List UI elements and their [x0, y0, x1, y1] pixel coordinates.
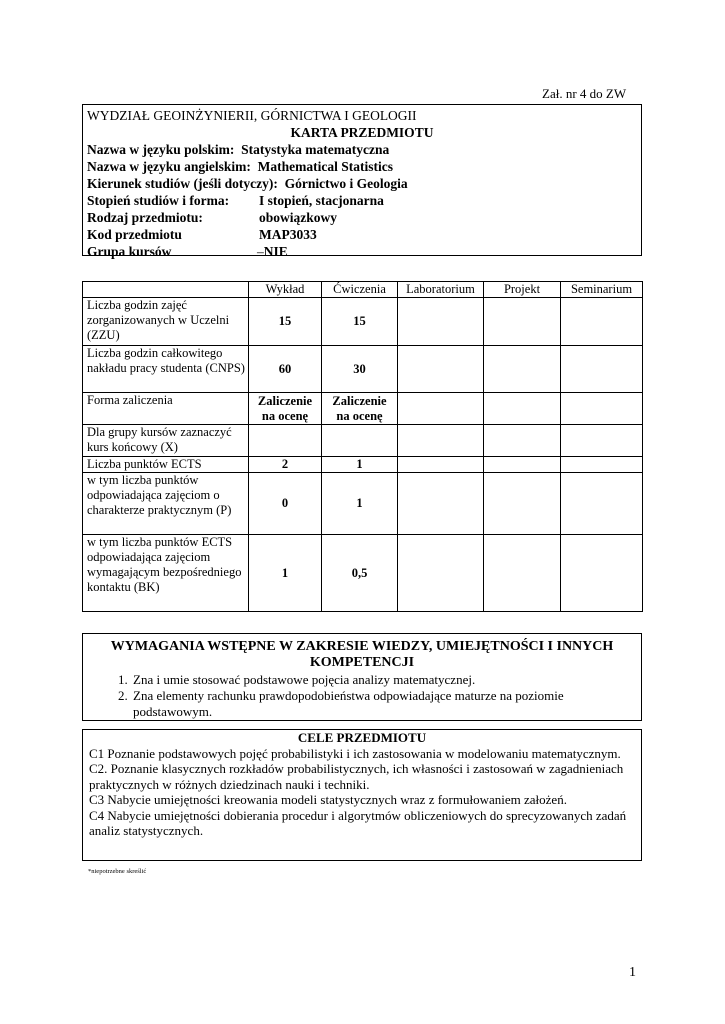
table-cell: 2 — [249, 457, 322, 473]
goal-item: C3 Nabycie umiejętności kreowania modeli statystycznych wraz z formułowaniem założeń. — [89, 792, 567, 807]
table-cell — [484, 457, 561, 473]
column-header: Wykład — [249, 282, 322, 298]
header-row-course-type — [87, 209, 637, 226]
english-name-label: Nazwa w języku angielskim: — [87, 159, 251, 174]
degree-form-value: I stopień, stacjonarna — [259, 193, 384, 208]
row-label: w tym liczba punktów odpowiadająca zajęciom o charakterze praktycznym (P) — [83, 473, 249, 535]
column-header: Ćwiczenia — [322, 282, 398, 298]
table-cell — [484, 393, 561, 425]
table-cell: 1 — [322, 457, 398, 473]
column-header: Projekt — [484, 282, 561, 298]
header-row-degree-form — [87, 192, 637, 209]
row-label: Liczba punktów ECTS — [83, 457, 249, 473]
list-item: 1. Zna i umie stosować podstawowe pojęcia analizy matematycznej. — [131, 672, 641, 688]
requirements-box — [82, 633, 642, 721]
table-cell — [398, 393, 484, 425]
column-header: Seminarium — [561, 282, 643, 298]
faculty-name: WYDZIAŁ GEOINŻYNIERII, GÓRNICTWA I GEOLOGII — [87, 108, 417, 123]
requirements-list — [83, 672, 641, 720]
course-group-prefix: – — [257, 244, 264, 259]
table-cell — [398, 346, 484, 393]
table-cell — [398, 473, 484, 535]
goal-item: C4 Nabycie umiejętności dobierania procedur i algorytmów obliczeniowych do sprecyzowanych zadań analiz statystycznych. — [89, 807, 627, 838]
table-cell: 15 — [249, 298, 322, 346]
course-group-label: Grupa kursów — [87, 244, 172, 259]
table-header-row — [83, 282, 643, 298]
table-cell: 1 — [322, 473, 398, 535]
table-row — [83, 298, 643, 346]
list-item: 2. Zna elementy rachunku prawdopodobieństwa odpowiadające maturze na poziomie podstawowym. — [131, 688, 641, 720]
table-cell — [398, 298, 484, 346]
course-group-value: NIE — [263, 244, 288, 259]
table-cell: 0,5 — [322, 535, 398, 612]
footnote: *niepotrzebne skreślić — [88, 868, 147, 875]
table-cell: 15 — [322, 298, 398, 346]
row-label: Liczba godzin całkowitego nakładu pracy studenta (CNPS) — [83, 346, 249, 393]
table-cell — [561, 535, 643, 612]
table-cell: 0 — [249, 473, 322, 535]
table-cell: 30 — [322, 346, 398, 393]
field-of-study-label: Kierunek studiów (jeśli dotyczy): — [87, 176, 278, 191]
table-cell — [484, 425, 561, 457]
table-row — [83, 425, 643, 457]
header-row-course-group — [87, 243, 637, 260]
header-row-field-of-study — [87, 175, 637, 192]
table-row — [83, 457, 643, 473]
table-cell — [561, 457, 643, 473]
header-row-polish-name — [87, 141, 637, 158]
course-header-box — [82, 104, 642, 259]
table-cell — [484, 346, 561, 393]
card-title: KARTA PRZEDMIOTU — [290, 125, 434, 140]
table-row — [83, 393, 643, 425]
table-cell — [561, 425, 643, 457]
goals-box — [82, 729, 642, 861]
table-cell: Zaliczenie na ocenę — [322, 393, 398, 425]
table-cell — [249, 425, 322, 457]
goals-title: CELE PRZEDMIOTU — [297, 730, 427, 745]
table-row — [83, 346, 643, 393]
table-cell — [398, 425, 484, 457]
course-type-label: Rodzaj przedmiotu: — [87, 210, 203, 225]
table-cell — [484, 535, 561, 612]
table-corner-cell — [83, 282, 249, 298]
table-cell — [561, 393, 643, 425]
table-cell — [484, 298, 561, 346]
table-row — [83, 535, 643, 612]
annex-label: Zał. nr 4 do ZW — [542, 86, 627, 101]
field-of-study-value: Górnictwo i Geologia — [284, 176, 408, 191]
header-row-english-name — [87, 158, 637, 175]
table-cell — [561, 298, 643, 346]
degree-form-label: Stopień studiów i forma: — [87, 193, 230, 208]
row-label: Forma zaliczenia — [83, 393, 249, 425]
table-cell: Zaliczenie na ocenę — [249, 393, 322, 425]
course-type-value: obowiązkowy — [259, 210, 338, 225]
table-row — [83, 473, 643, 535]
column-header: Laboratorium — [398, 282, 484, 298]
polish-name-value: Statystyka matematyczna — [241, 142, 390, 157]
row-label: w tym liczba punktów ECTS odpowiadająca zajęciom wymagającym bezpośredniego kontaktu (BK) — [83, 535, 249, 612]
page-number: 1 — [629, 965, 636, 980]
row-label: Dla grupy kursów zaznaczyć kurs końcowy (X) — [83, 425, 249, 457]
goal-item: C1 Poznanie podstawowych pojęć probabilistyki i ich zastosowania w modelowaniu matematycznym. — [89, 745, 621, 761]
table-cell — [322, 425, 398, 457]
table-cell: 60 — [249, 346, 322, 393]
requirements-title: WYMAGANIA WSTĘPNE W ZAKRESIE WIEDZY, UMIEJĘTNOŚCI I INNYCH KOMPETENCJI — [110, 639, 614, 670]
goal-item: C2. Poznanie klasycznych rozkładów probabilistycznych, ich własności i zastosowań w zagadnieniach praktycznych w różnych dziedzinach nauki i techniki. — [89, 761, 624, 792]
table-cell — [561, 346, 643, 393]
table-cell — [398, 535, 484, 612]
course-code-value: MAP3033 — [259, 227, 317, 242]
english-name-value: Mathematical Statistics — [257, 159, 393, 174]
hours-table — [82, 281, 643, 612]
table-cell — [484, 473, 561, 535]
table-cell — [398, 457, 484, 473]
course-code-label: Kod przedmiotu — [87, 227, 182, 242]
table-cell: 1 — [249, 535, 322, 612]
header-row-course-code — [87, 226, 637, 243]
table-cell — [561, 473, 643, 535]
polish-name-label: Nazwa w języku polskim: — [87, 142, 235, 157]
row-label: Liczba godzin zajęć zorganizowanych w Uczelni (ZZU) — [83, 298, 249, 346]
